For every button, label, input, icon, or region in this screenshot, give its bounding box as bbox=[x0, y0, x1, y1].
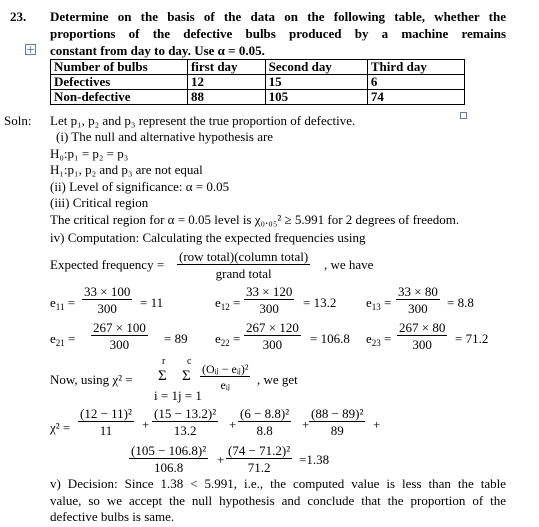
e13-result: = 8.8 bbox=[447, 295, 474, 310]
step3-text: The critical region for α = 0.05 level is χ₀.₀₅² ≥ 5.991 for 2 degrees of freedom. bbox=[50, 212, 460, 227]
fraction-numerator: (74 − 71.2)² bbox=[228, 443, 291, 458]
table-cell: 12 bbox=[187, 75, 265, 90]
fraction-numerator: 267 × 120 bbox=[246, 320, 299, 335]
step2-significance: (ii) Level of significance: α = 0.05 bbox=[50, 179, 230, 194]
decision-line3: defective bulbs is same. bbox=[50, 509, 175, 524]
fraction-numerator: (row total)(column total) bbox=[179, 249, 309, 264]
chi-square-prefix: Now, using χ² = bbox=[50, 372, 133, 387]
table-header-cell: Second day bbox=[265, 60, 367, 75]
e11-label: $e_{11}$ = bbox=[50, 295, 76, 312]
fraction-numerator: 33 × 120 bbox=[246, 284, 293, 299]
chi-square-result: =1.38 bbox=[299, 452, 330, 467]
table-cell: 105 bbox=[265, 90, 367, 105]
chi-term-4 bbox=[309, 407, 365, 437]
sigma-symbol: Σ bbox=[182, 368, 191, 384]
table-cell: 15 bbox=[265, 75, 367, 90]
fraction-denominator: 300 bbox=[97, 301, 117, 316]
table-cell: 74 bbox=[367, 90, 464, 105]
solution-intro: Let p₁, p₂ and p₃ represent the true proportion of defective. bbox=[50, 113, 356, 128]
expected-frequency-fraction bbox=[177, 250, 310, 280]
table-row bbox=[51, 75, 465, 90]
fraction-numerator: 267 × 80 bbox=[399, 320, 446, 335]
expected-frequency-label: Expected frequency = bbox=[50, 257, 165, 272]
e23-fraction bbox=[397, 321, 447, 351]
chi-term-3 bbox=[238, 407, 291, 437]
fraction-numerator: 33 × 80 bbox=[398, 284, 438, 299]
plus-sign: + bbox=[229, 417, 237, 432]
solution-label: Soln: bbox=[4, 113, 32, 128]
fraction-numerator: 33 × 100 bbox=[84, 284, 131, 299]
expected-frequency-suffix: , we have bbox=[324, 257, 374, 272]
fraction-numerator: (Oᵢⱼ − eᵢⱼ)² bbox=[202, 362, 249, 376]
e21-label: $e_{21}$ = bbox=[50, 331, 76, 348]
fraction-denominator: 300 bbox=[109, 337, 130, 352]
fraction-denominator: 300 bbox=[262, 337, 283, 352]
table-cell: 6 bbox=[367, 75, 464, 90]
chi-term-1 bbox=[78, 407, 134, 437]
table-move-handle-icon[interactable]: + bbox=[26, 43, 36, 56]
question-text-line3: constant from day to day. Use α = 0.05. bbox=[50, 43, 265, 58]
question-text-line2: proportions of the defective bulbs produced by a machine remains bbox=[50, 26, 506, 41]
fraction-denominator: 300 bbox=[408, 301, 428, 316]
e22-label: $e_{22}$ = bbox=[215, 331, 241, 348]
plus-sign: + bbox=[142, 417, 150, 432]
plus-sign: + bbox=[302, 417, 310, 432]
e13-label: $e_{13}$ = bbox=[366, 295, 392, 312]
fraction-numerator: (12 − 11)² bbox=[80, 406, 132, 421]
table-header-cell: first day bbox=[187, 60, 265, 75]
chi-term-6 bbox=[226, 444, 292, 474]
sigma-symbol: Σ bbox=[158, 368, 167, 384]
table-resize-handle[interactable] bbox=[460, 112, 467, 119]
fraction-numerator: (88 − 89)² bbox=[311, 406, 364, 421]
e23-label: $e_{23}$ = bbox=[366, 331, 392, 348]
e23-result: = 71.2 bbox=[455, 331, 489, 346]
question-number: 23. bbox=[10, 9, 27, 24]
step4-title: iv) Computation: Calculating the expected frequencies using bbox=[50, 230, 366, 245]
sum-upper-c: c bbox=[187, 356, 192, 367]
table-cell: Defectives bbox=[51, 75, 188, 90]
fraction-denominator: 11 bbox=[99, 423, 113, 438]
decision-line2: value, so we accept the null hypothesis and conclude that the proportion of the bbox=[50, 493, 506, 508]
chi-term-2 bbox=[152, 407, 218, 437]
fraction-denominator: 106.8 bbox=[153, 460, 184, 475]
sum-lower-bounds: i = 1j = 1 bbox=[154, 388, 202, 403]
e11-result: = 11 bbox=[140, 295, 164, 310]
plus-sign: + bbox=[373, 417, 381, 432]
fraction-denominator: 300 bbox=[412, 337, 432, 352]
e22-result: = 106.8 bbox=[310, 331, 350, 346]
sum-upper-r: r bbox=[162, 356, 166, 367]
fraction-denominator: 71.2 bbox=[247, 460, 271, 475]
fraction-denominator: 89 bbox=[330, 423, 344, 438]
fraction-numerator: (105 − 106.8)² bbox=[131, 443, 207, 458]
table-header-cell: Number of bulbs bbox=[51, 60, 188, 75]
fraction-numerator: 267 × 100 bbox=[93, 320, 146, 335]
table-header-cell: Third day bbox=[367, 60, 464, 75]
null-hypothesis: H₀:p₁ = p₂ = p₃ bbox=[50, 146, 129, 161]
e22-fraction bbox=[244, 321, 301, 351]
question-text-line1: Determine on the basis of the data on the following table, whether the bbox=[50, 9, 506, 24]
fraction-numerator: (15 − 13.2)² bbox=[154, 406, 217, 421]
bulb-data-table bbox=[50, 59, 465, 105]
e13-fraction bbox=[396, 285, 440, 315]
fraction-numerator: (6 − 8.8)² bbox=[240, 406, 290, 421]
e21-result: = 89 bbox=[164, 331, 188, 346]
fraction-denominator: eᵢⱼ bbox=[220, 378, 230, 392]
table-row bbox=[51, 90, 465, 105]
e12-label: $e_{12}$ = bbox=[215, 295, 241, 312]
step1-title: (i) The null and alternative hypothesis are bbox=[56, 129, 274, 144]
fraction-denominator: 8.8 bbox=[256, 423, 273, 438]
alternative-hypothesis: H₁:p₁, p₂ and p₃ are not equal bbox=[50, 162, 203, 177]
chi-square-lhs: χ² = bbox=[50, 420, 71, 435]
e21-fraction bbox=[91, 321, 148, 351]
chi-square-suffix: , we get bbox=[257, 372, 298, 387]
e12-fraction bbox=[244, 285, 294, 315]
step3-title: (iii) Critical region bbox=[50, 195, 149, 210]
plus-sign: + bbox=[217, 452, 225, 467]
fraction-denominator: 300 bbox=[259, 301, 279, 316]
decision-line1: v) Decision: Since 1.38 < 5.991, i.e., the computed value is less than the table bbox=[50, 476, 506, 491]
chi-square-term-fraction bbox=[200, 363, 250, 391]
table-header-row bbox=[51, 60, 465, 75]
fraction-denominator: grand total bbox=[215, 266, 272, 281]
table-cell: 88 bbox=[187, 90, 265, 105]
e12-result: = 13.2 bbox=[303, 295, 337, 310]
chi-term-5 bbox=[129, 444, 208, 474]
fraction-denominator: 13.2 bbox=[173, 423, 197, 438]
table-cell: Non-defective bbox=[51, 90, 188, 105]
e11-fraction bbox=[82, 285, 132, 315]
